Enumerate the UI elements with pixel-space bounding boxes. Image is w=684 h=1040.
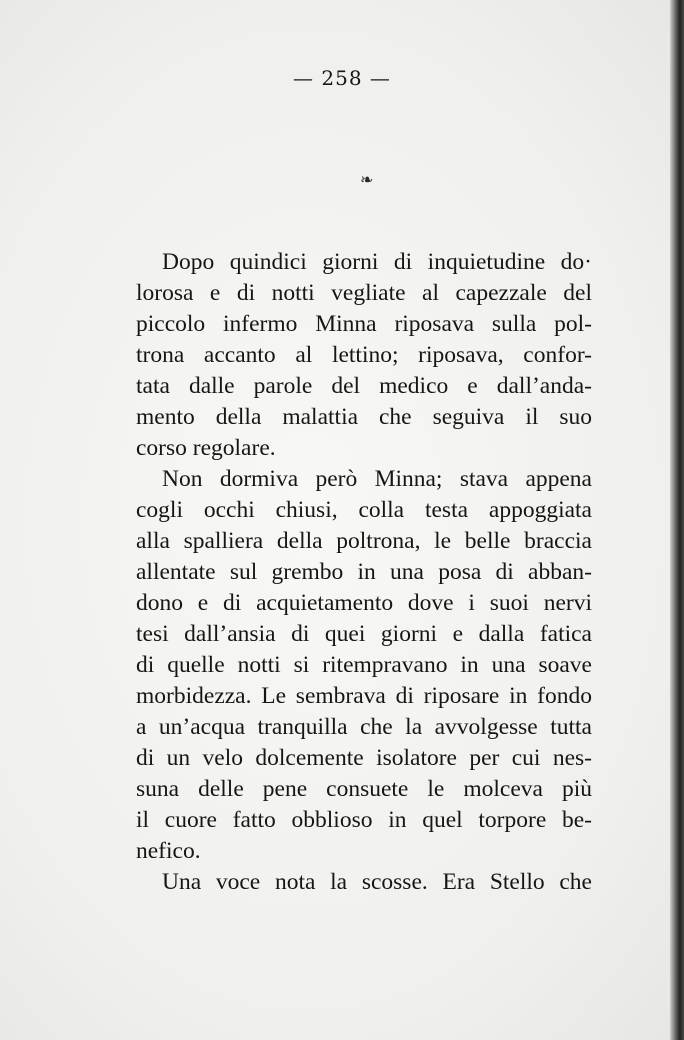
text-line: suna delle pene consuete le molceva più [136,776,592,802]
text-line: tesi dall’ansia di quei giorni e dalla fatica [136,621,592,647]
text-line: di un velo dolcemente isolatore per cui nes- [136,745,592,771]
body-text [136,247,592,898]
ornament-icon: ❧ [360,170,374,189]
text-line: piccolo infermo Minna riposava sulla pol- [136,311,592,337]
text-line: mento della malattia che seguiva il suo [136,404,592,430]
text-line: Non dormiva però Minna; stava appena [162,466,592,492]
text-line: a un’acqua tranquilla che la avvolgesse tutta [136,714,592,740]
text-line: corso regolare. [136,435,276,461]
text-line: cogli occhi chiusi, colla testa appoggiata [136,497,592,523]
page-number: — 258 — [293,66,391,90]
text-line: allentate sul grembo in una posa di abban- [136,559,592,585]
text-line: morbidezza. Le sembrava di riposare in fondo [136,683,592,709]
text-line: nefico. [136,838,201,864]
text-line: Una voce nota la scosse. Era Stello che [162,869,592,895]
text-line: il cuore fatto obblioso in quel torpore be- [136,807,592,833]
page-edge-shadow [670,0,684,1040]
text-line: Dopo quindici giorni di inquietudine do· [162,249,592,275]
text-line: lorosa e di notti vegliate al capezzale del [136,280,592,306]
text-line: dono e di acquietamento dove i suoi nervi [136,590,592,616]
text-line: alla spalliera della poltrona, le belle braccia [136,528,592,554]
text-line: trona accanto al lettino; riposava, confor- [136,342,592,368]
text-line: di quelle notti si ritempravano in una soave [136,652,592,678]
text-line: tata dalle parole del medico e dall’anda- [136,373,592,399]
